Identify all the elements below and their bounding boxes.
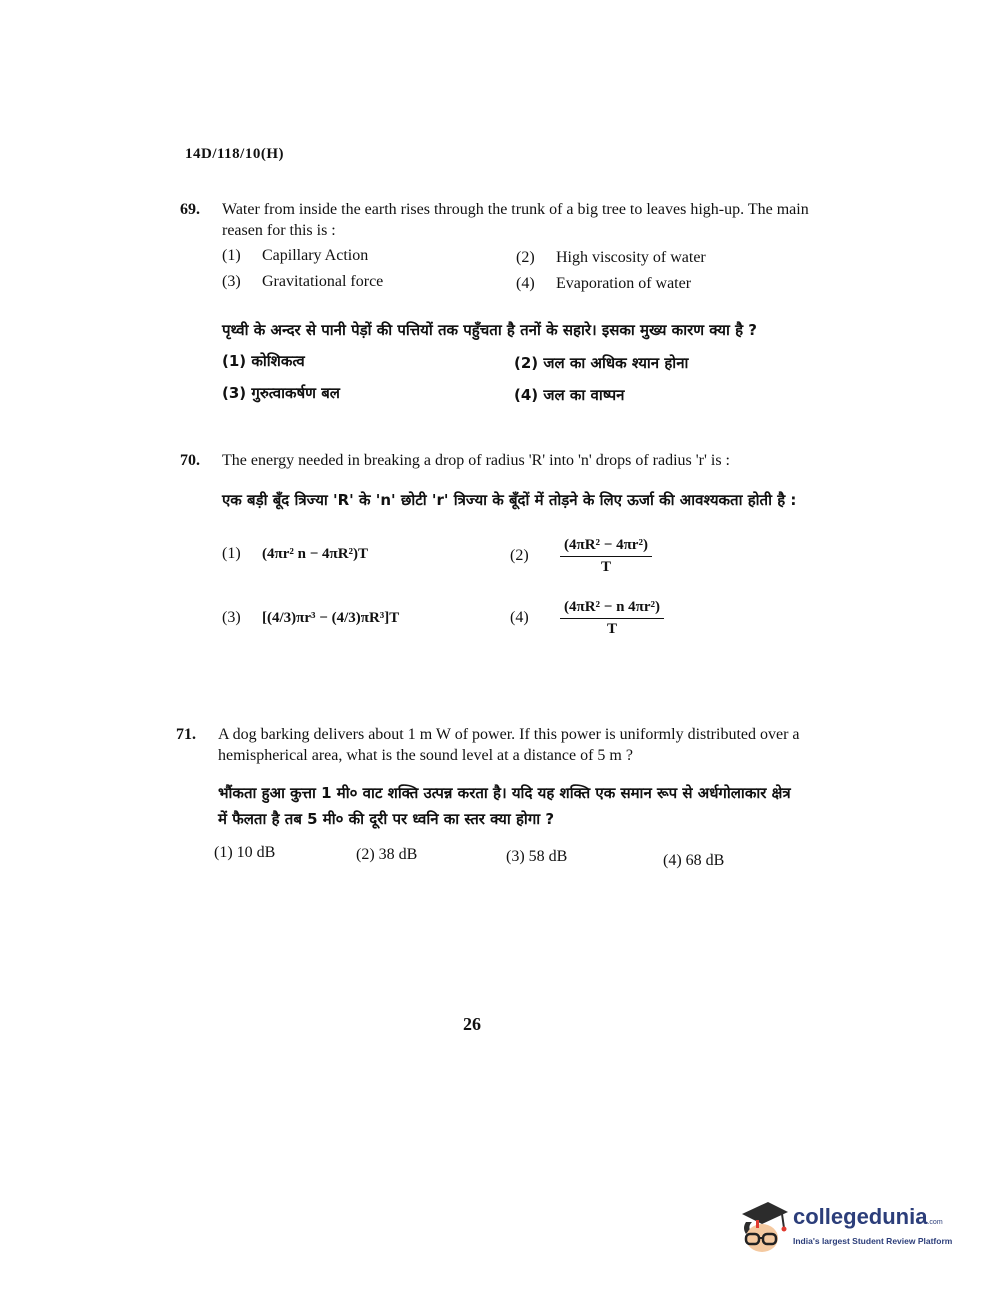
collegedunia-logo [738, 1198, 968, 1258]
options [222, 535, 810, 655]
question-number: 69. [180, 201, 200, 218]
option-3: (3) Gravitational force [222, 273, 384, 290]
question-text-hi: भौंकता हुआ कुत्ता 1 मी० वाट शक्ति उत्पन्न करता है। यदि यह शक्ति एक समान रूप से अर्धगोलाकार क्षेत्र में फैलता है तब 5 मी० की दूरी पर ध्वनि का स्तर क्या होगा ? [218, 784, 791, 828]
mascot-icon [738, 1198, 790, 1258]
option-2: (2) 38 dB [356, 846, 418, 863]
question-number: 71. [176, 726, 196, 743]
option-3: (3) [(4/3)πr³ − (4/3)πR³]T [222, 609, 400, 626]
option-hi-4: (4) जल का वाष्पन [514, 386, 625, 404]
question-text-hi: एक बड़ी बूँद त्रिज्या 'R' के 'n' छोटी 'r' त्रिज्या के बूँदों में तोड़ने के लिए ऊर्जा की आवश्यकता होती है : [222, 491, 797, 509]
formula: (4πr² n − 4πR²)T [262, 546, 369, 562]
option-hi-1: (1) कोशिकत्व [222, 352, 305, 370]
formula: [(4/3)πr³ − (4/3)πR³]T [262, 610, 400, 626]
question-text-hi: पृथ्वी के अन्दर से पानी पेड़ों की पत्तियों तक पहुँचता है तनों के सहारे। इसका मुख्य कारण क्या है ? [222, 321, 758, 339]
question-text-en: The energy needed in breaking a drop of radius 'R' into 'n' drops of radius 'r' is : [222, 452, 730, 469]
option-2: (2) $\frac{\text{(4πR² − 4πr²)}}{T}$ [510, 535, 652, 578]
question-text-en: A dog barking delivers about 1 m W of power. If this power is uniformly distributed over a hemispherical area, what is the sound level at a distance of 5 m ? [218, 726, 800, 764]
option-4: (4) 68 dB [663, 852, 725, 869]
brand-name: collegedunia.com [793, 1204, 943, 1229]
option-hi-3: (3) गुरुत्वाकर्षण बल [222, 384, 340, 402]
option-1: (1) 10 dB [214, 844, 276, 861]
question-70 [180, 450, 810, 655]
options-en [222, 241, 810, 295]
option-1: (1) Capillary Action [222, 247, 369, 264]
page-number: 26 [463, 1014, 481, 1034]
option-4: (4) $\frac{\text{(4πR² − n 4πr²)}}{T}$ [510, 597, 664, 640]
fraction: $\frac{\text{(4πR² − 4πr²)}}{T}$ [560, 535, 652, 578]
option-1: (1) (4πr² n − 4πR²)T [222, 545, 369, 562]
fraction: $\frac{\text{(4πR² − n 4πr²)}}{T}$ [560, 597, 664, 640]
brand-tagline: India's largest Student Review Platform [793, 1236, 953, 1246]
options-hi [222, 351, 810, 413]
question-number: 70. [180, 452, 200, 469]
option-4: (4) Evaporation of water [516, 275, 692, 292]
options [214, 842, 800, 872]
question-text-en: Water from inside the earth rises through the trunk of a big tree to leaves high-up. The main reasen for this is : [222, 201, 809, 239]
paper-code: 14D/118/10(H) [185, 146, 284, 162]
question-69 [180, 199, 810, 413]
option-hi-2: (2) जल का अधिक श्यान होना [514, 354, 689, 372]
option-3: (3) 58 dB [506, 848, 568, 865]
question-71 [176, 724, 800, 872]
option-2: (2) High viscosity of water [516, 249, 706, 266]
